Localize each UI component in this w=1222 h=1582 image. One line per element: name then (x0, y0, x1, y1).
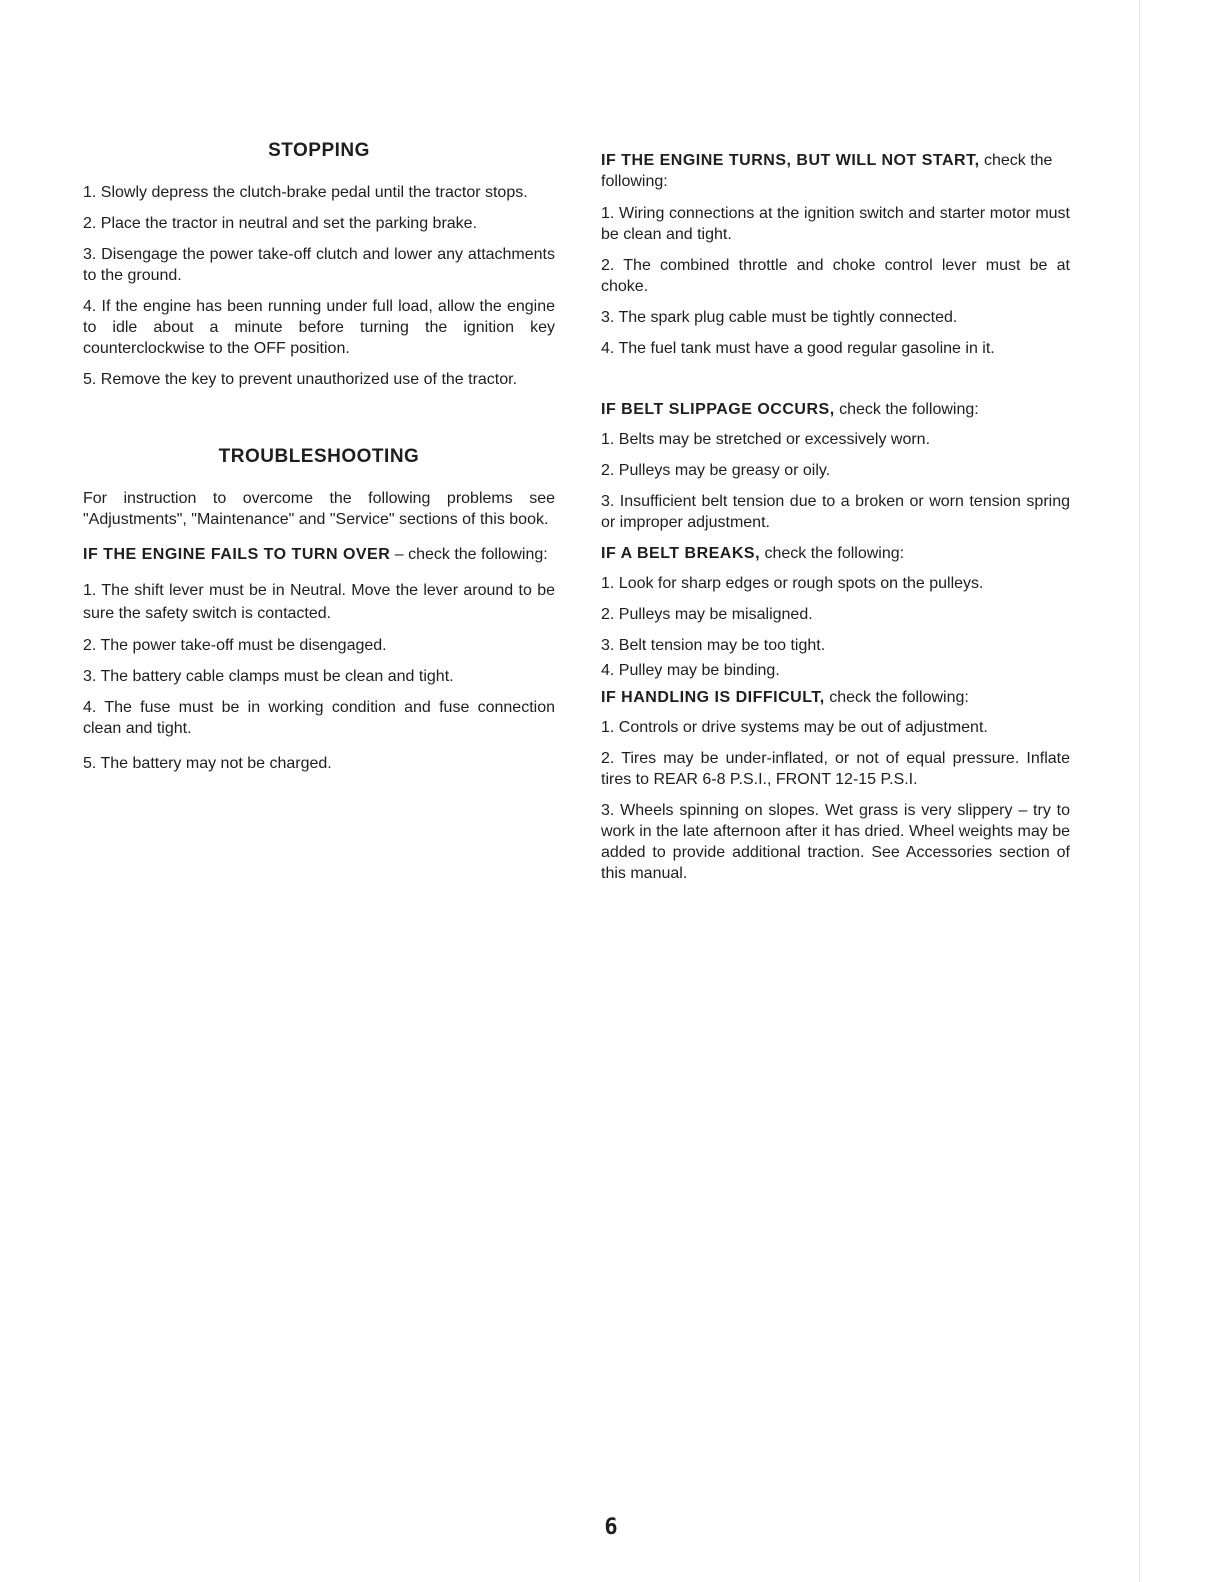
left-column (83, 140, 555, 784)
troubleshooting-heading: TROUBLESHOOTING (218, 446, 420, 467)
engine-turns-item-2: 2. The combined throttle and choke control lever must be at choke. (601, 257, 1070, 295)
page-number: 6 (604, 1515, 618, 1540)
handling-rest: check the following: (824, 689, 969, 706)
belt-breaks-title: IF A BELT BREAKS, (601, 545, 761, 562)
troubleshooting-intro: For instruction to overcome the following problems see "Adjustments", "Maintenance" and "Service" sections of this book. (83, 490, 555, 528)
stopping-heading: STOPPING (268, 140, 370, 161)
stopping-item-3: 3. Disengage the power take-off clutch and lower any attachments to the ground. (83, 246, 555, 284)
belt-breaks-item-1: 1. Look for sharp edges or rough spots on the pulleys. (601, 575, 984, 592)
stopping-item-2: 2. Place the tractor in neutral and set the parking brake. (83, 215, 478, 232)
belt-slippage-rest: check the following: (834, 401, 979, 418)
belt-slippage-lead (601, 399, 1070, 420)
engine-turns-item-3: 3. The spark plug cable must be tightly connected. (601, 309, 958, 326)
engine-fails-item-3: 3. The battery cable clamps must be clean and tight. (83, 668, 454, 685)
belt-slippage-title: IF BELT SLIPPAGE OCCURS, (601, 401, 835, 418)
belt-breaks-item-4: 4. Pulley may be binding. (601, 662, 780, 679)
belt-slippage-item-1: 1. Belts may be stretched or excessively worn. (601, 431, 931, 448)
engine-turns-item-4: 4. The fuel tank must have a good regular gasoline in it. (601, 340, 995, 357)
engine-fails-item-2: 2. The power take-off must be disengaged. (83, 637, 387, 654)
belt-slippage-item-2: 2. Pulleys may be greasy or oily. (601, 462, 831, 479)
engine-turns-item-1: 1. Wiring connections at the ignition switch and starter motor must be clean and tight. (601, 205, 1070, 243)
belt-breaks-item-2: 2. Pulleys may be misaligned. (601, 606, 813, 623)
stopping-item-1: 1. Slowly depress the clutch-brake pedal until the tractor stops. (83, 184, 528, 201)
engine-fails-item-5: 5. The battery may not be charged. (83, 755, 332, 772)
handling-item-1: 1. Controls or drive systems may be out of adjustment. (601, 719, 988, 736)
belt-breaks-lead (601, 543, 1070, 564)
handling-lead (601, 687, 1070, 708)
engine-turns-lead (601, 150, 1070, 192)
engine-fails-item-1: 1. The shift lever must be in Neutral. Move the lever around to be sure the safety switch is contacted. (83, 582, 555, 622)
handling-title: IF HANDLING IS DIFFICULT, (601, 689, 825, 706)
engine-fails-title: IF THE ENGINE FAILS TO TURN OVER (83, 546, 391, 563)
belt-slippage-item-3: 3. Insufficient belt tension due to a broken or worn tension spring or improper adjustment. (601, 493, 1070, 531)
handling-item-3: 3. Wheels spinning on slopes. Wet grass is very slippery – try to work in the late afternoon after it has dried. Wheel weights may be added to provide additional traction. See Accessories section of this manual. (601, 802, 1070, 882)
engine-turns-title: IF THE ENGINE TURNS, BUT WILL NOT START, (601, 152, 980, 169)
engine-fails-rest: – check the following: (390, 546, 548, 563)
right-column (601, 140, 1070, 894)
belt-breaks-item-3: 3. Belt tension may be too tight. (601, 637, 826, 654)
engine-fails-lead (83, 544, 555, 565)
belt-breaks-rest: check the following: (760, 545, 905, 562)
engine-fails-item-4: 4. The fuse must be in working condition and fuse connection clean and tight. (83, 699, 555, 737)
stopping-item-5: 5. Remove the key to prevent unauthorized use of the tractor. (83, 371, 518, 388)
page-edge-line (1139, 0, 1140, 1582)
stopping-item-4: 4. If the engine has been running under full load, allow the engine to idle about a minute before turning the ignition key counterclockwise to the OFF position. (83, 298, 555, 357)
handling-item-2: 2. Tires may be under-inflated, or not of equal pressure. Inflate tires to REAR 6-8 P.S.I., FRONT 12-15 P.S.I. (601, 750, 1070, 788)
engine-turns-rest: check the following: (601, 152, 1053, 190)
